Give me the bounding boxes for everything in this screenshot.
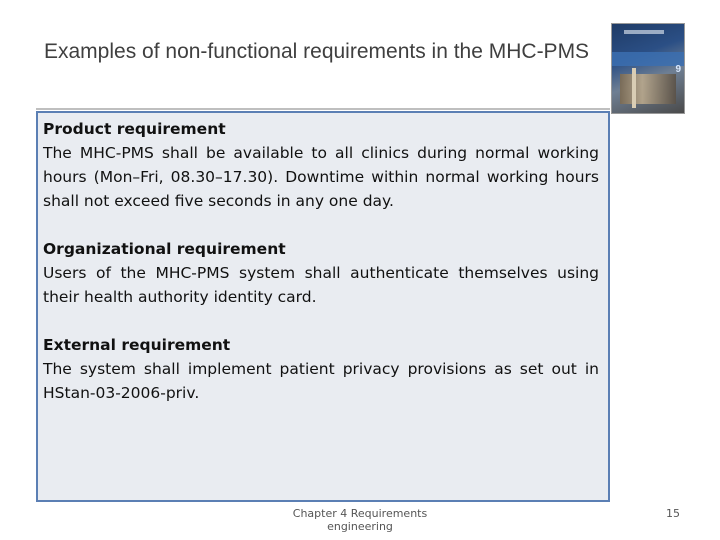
external-requirement-section bbox=[43, 333, 599, 405]
slide-footer: Chapter 4 Requirements engineering bbox=[292, 507, 428, 533]
book-cover-icon: 9 bbox=[611, 23, 685, 114]
product-requirement-section bbox=[43, 117, 599, 213]
section-heading: External requirement bbox=[43, 336, 231, 354]
title-divider bbox=[36, 108, 610, 110]
slide-title: Examples of non-functional requirements in the MHC-PMS bbox=[44, 40, 590, 63]
section-body: The MHC-PMS shall be available to all clinics during normal working hours (Mon–Fri, 08.30–17.30). Downtime within normal working hours shall not exceed five seconds in any one day. bbox=[43, 144, 599, 210]
organizational-requirement-section bbox=[43, 237, 599, 309]
section-body: The system shall implement patient privacy provisions as set out in HStan-03-2006-priv. bbox=[43, 360, 599, 402]
section-heading: Organizational requirement bbox=[43, 240, 286, 258]
section-body: Users of the MHC-PMS system shall authenticate themselves using their health authority identity card. bbox=[43, 264, 599, 306]
requirements-content bbox=[43, 117, 599, 429]
section-heading: Product requirement bbox=[43, 120, 226, 138]
page-number: 15 bbox=[666, 507, 680, 520]
